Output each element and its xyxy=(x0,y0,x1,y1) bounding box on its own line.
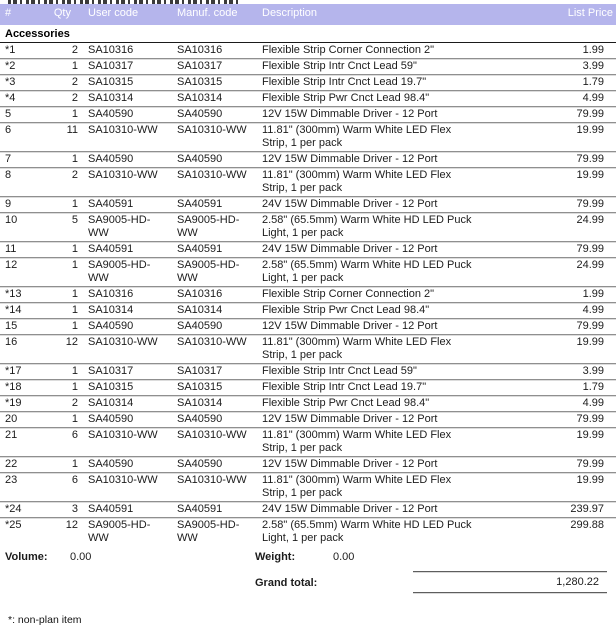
item-user-code: SA40590 xyxy=(78,412,167,428)
item-qty: 1 xyxy=(48,364,78,380)
item-user-code: SA40590 xyxy=(78,152,167,168)
grand-total-label: Grand total: xyxy=(255,577,318,589)
column-header-qty: Qty xyxy=(48,4,78,25)
item-manuf-code: SA10316 xyxy=(177,44,223,56)
item-manuf-code: SA40590 xyxy=(167,152,252,168)
item-user-code: SA10314 xyxy=(78,396,167,412)
item-description: 11.81" (300mm) Warm White LED Flex Strip, 1 per pack xyxy=(252,168,486,197)
item-description: 11.81" (300mm) Warm White LED Flex Strip, 1 per pack xyxy=(252,123,486,152)
item-number: *24 xyxy=(0,502,48,518)
item-manuf-code: SA10317 xyxy=(167,59,252,75)
item-description: 11.81" (300mm) Warm White LED Flex Strip, 1 per pack xyxy=(252,428,486,457)
item-price: 19.99 xyxy=(486,123,616,152)
table-row xyxy=(0,242,616,258)
volume-weight-row xyxy=(0,551,616,566)
section-header-accessories: Accessories xyxy=(0,25,616,43)
item-number: *17 xyxy=(0,364,48,380)
item-manuf-code: SA40591 xyxy=(167,197,252,213)
item-user-code: SA40590 xyxy=(78,457,167,473)
item-number: 6 xyxy=(0,123,48,152)
item-description: 2.58" (65.5mm) Warm White HD LED Puck Light, 1 per pack xyxy=(252,518,486,547)
item-number: 5 xyxy=(0,107,48,123)
item-number: *3 xyxy=(0,75,48,91)
item-qty: 6 xyxy=(48,473,78,502)
item-number: 23 xyxy=(0,473,48,502)
item-description: Flexible Strip Intr Cnct Lead 19.7" xyxy=(252,75,486,91)
item-qty: 1 xyxy=(48,152,78,168)
items-tbody xyxy=(0,43,616,547)
table-row xyxy=(0,213,616,242)
item-description: 12V 15W Dimmable Driver - 12 Port xyxy=(252,412,486,428)
item-number: 22 xyxy=(0,457,48,473)
volume-value: 0.00 xyxy=(70,551,92,563)
item-price: 24.99 xyxy=(486,213,616,242)
item-number: 10 xyxy=(0,213,48,242)
table-row xyxy=(0,319,616,335)
item-description: 11.81" (300mm) Warm White LED Flex Strip, 1 per pack xyxy=(252,473,486,502)
item-manuf-code: SA10314 xyxy=(167,91,252,107)
item-description: 11.81" (300mm) Warm White LED Flex Strip, 1 per pack xyxy=(252,335,486,364)
item-description: Flexible Strip Intr Cnct Lead 59" xyxy=(252,59,486,75)
item-user-code: SA10314 xyxy=(78,303,167,319)
table-row xyxy=(0,428,616,457)
item-qty: 2 xyxy=(48,91,78,107)
item-description: Flexible Strip Pwr Cnct Lead 98.4" xyxy=(252,91,486,107)
table-row xyxy=(0,59,616,75)
table-row xyxy=(0,107,616,123)
item-number: *14 xyxy=(0,303,48,319)
grand-total-row xyxy=(0,571,616,597)
item-description: Flexible Strip Intr Cnct Lead 19.7" xyxy=(252,380,486,396)
item-user-code: SA40590 xyxy=(78,319,167,335)
item-price: 19.99 xyxy=(486,168,616,197)
item-qty: 11 xyxy=(48,123,78,152)
column-header-list-price: List Price xyxy=(486,4,616,25)
item-price: 79.99 xyxy=(486,197,616,213)
item-qty: 1 xyxy=(48,242,78,258)
item-number: 20 xyxy=(0,412,48,428)
item-number: 9 xyxy=(0,197,48,213)
item-qty: 1 xyxy=(48,380,78,396)
item-manuf-code: SA10314 xyxy=(167,303,252,319)
item-number: *25 xyxy=(0,518,48,547)
item-number: *18 xyxy=(0,380,48,396)
item-manuf-code: SA40590 xyxy=(167,457,252,473)
item-price: 79.99 xyxy=(486,242,616,258)
item-manuf-code: SA10316 xyxy=(167,287,252,303)
item-user-code: SA40591 xyxy=(78,197,167,213)
item-user-code: SA40590 xyxy=(78,107,167,123)
item-description: Flexible Strip Pwr Cnct Lead 98.4" xyxy=(252,396,486,412)
item-description: Flexible Strip Intr Cnct Lead 59" xyxy=(252,364,486,380)
table-row xyxy=(0,197,616,213)
table-row xyxy=(0,396,616,412)
item-number: 21 xyxy=(0,428,48,457)
item-description: Flexible Strip Corner Connection 2" xyxy=(252,287,486,303)
item-user-code: SA10315 xyxy=(78,75,167,91)
non-plan-item-footnote: *: non-plan item xyxy=(8,614,82,626)
item-qty: 1 xyxy=(48,197,78,213)
table-row xyxy=(0,75,616,91)
item-manuf-code: SA9005-HD-WW xyxy=(167,258,252,287)
item-user-code: SA10310-WW xyxy=(78,473,167,502)
grand-total-value: 1,280.22 xyxy=(413,571,607,593)
item-price: 19.99 xyxy=(486,428,616,457)
table-row xyxy=(0,473,616,502)
table-row xyxy=(0,287,616,303)
item-user-code: SA10310-WW xyxy=(78,335,167,364)
item-user-code: SA10310-WW xyxy=(78,428,167,457)
item-qty: 1 xyxy=(48,412,78,428)
table-row xyxy=(0,91,616,107)
item-manuf-code: SA10310-WW xyxy=(167,473,252,502)
item-manuf-code: SA10314 xyxy=(167,396,252,412)
item-price: 1.79 xyxy=(486,75,616,91)
item-user-code: SA40591 xyxy=(78,242,167,258)
item-qty: 2 xyxy=(71,44,78,56)
item-qty: 2 xyxy=(48,396,78,412)
item-manuf-code: SA10310-WW xyxy=(167,168,252,197)
item-user-code: SA9005-HD-WW xyxy=(78,518,167,547)
item-user-code: SA10317 xyxy=(78,364,167,380)
item-qty: 2 xyxy=(48,168,78,197)
item-number: 7 xyxy=(0,152,48,168)
item-number: 15 xyxy=(0,319,48,335)
column-header-number: # xyxy=(0,4,48,25)
item-description: 12V 15W Dimmable Driver - 12 Port xyxy=(252,107,486,123)
item-user-code: SA10316 xyxy=(88,44,134,56)
item-manuf-code: SA10315 xyxy=(167,380,252,396)
item-price: 239.97 xyxy=(486,502,616,518)
item-description: Flexible Strip Pwr Cnct Lead 98.4" xyxy=(252,303,486,319)
item-manuf-code: SA40591 xyxy=(167,242,252,258)
item-user-code: SA10310-WW xyxy=(78,168,167,197)
column-header-manuf-code: Manuf. code xyxy=(167,4,252,25)
item-manuf-code: SA9005-HD-WW xyxy=(167,518,252,547)
table-row xyxy=(0,123,616,152)
item-user-code: SA10310-WW xyxy=(78,123,167,152)
item-price: 79.99 xyxy=(486,319,616,335)
item-manuf-code: SA40591 xyxy=(167,502,252,518)
item-description: 12V 15W Dimmable Driver - 12 Port xyxy=(252,319,486,335)
item-qty: 1 xyxy=(48,287,78,303)
item-manuf-code: SA10310-WW xyxy=(167,335,252,364)
item-manuf-code: SA40590 xyxy=(167,107,252,123)
item-description: 12V 15W Dimmable Driver - 12 Port xyxy=(252,152,486,168)
table-row xyxy=(0,258,616,287)
item-user-code: SA10315 xyxy=(78,380,167,396)
item-price: 299.88 xyxy=(486,518,616,547)
item-qty: 12 xyxy=(48,518,78,547)
item-qty: 1 xyxy=(48,258,78,287)
item-manuf-code: SA40590 xyxy=(167,319,252,335)
item-price: 4.99 xyxy=(486,303,616,319)
weight-label: Weight: xyxy=(255,551,296,563)
item-manuf-code: SA10317 xyxy=(167,364,252,380)
item-qty: 2 xyxy=(48,75,78,91)
item-number: 8 xyxy=(0,168,48,197)
item-number: *4 xyxy=(0,91,48,107)
item-manuf-code: SA10315 xyxy=(167,75,252,91)
table-header xyxy=(0,4,616,25)
item-qty: 5 xyxy=(48,213,78,242)
item-user-code: SA40591 xyxy=(78,502,167,518)
table-row xyxy=(0,412,616,428)
item-price: 3.99 xyxy=(486,364,616,380)
table-row xyxy=(0,380,616,396)
item-price: 19.99 xyxy=(486,335,616,364)
item-description: 2.58" (65.5mm) Warm White HD LED Puck Light, 1 per pack xyxy=(252,213,486,242)
item-number: 16 xyxy=(0,335,48,364)
item-description: 24V 15W Dimmable Driver - 12 Port xyxy=(252,197,486,213)
item-price: 79.99 xyxy=(486,152,616,168)
item-description: 12V 15W Dimmable Driver - 12 Port xyxy=(252,457,486,473)
item-description: 2.58" (65.5mm) Warm White HD LED Puck Light, 1 per pack xyxy=(252,258,486,287)
item-qty: 1 xyxy=(48,457,78,473)
item-manuf-code: SA9005-HD-WW xyxy=(167,213,252,242)
item-price: 1.79 xyxy=(486,380,616,396)
item-description: 24V 15W Dimmable Driver - 12 Port xyxy=(252,242,486,258)
item-qty: 1 xyxy=(48,319,78,335)
item-qty: 12 xyxy=(48,335,78,364)
item-user-code: SA9005-HD-WW xyxy=(78,258,167,287)
item-manuf-code: SA10310-WW xyxy=(167,428,252,457)
item-price: 24.99 xyxy=(486,258,616,287)
item-user-code: SA9005-HD-WW xyxy=(78,213,167,242)
item-number: *2 xyxy=(0,59,48,75)
table-row xyxy=(0,457,616,473)
item-price: 3.99 xyxy=(486,59,616,75)
table-row xyxy=(0,303,616,319)
item-qty: 1 xyxy=(48,59,78,75)
table-row xyxy=(0,168,616,197)
item-price: 79.99 xyxy=(486,412,616,428)
item-number: 11 xyxy=(0,242,48,258)
table-row xyxy=(0,364,616,380)
item-price: 79.99 xyxy=(486,457,616,473)
table-row xyxy=(0,502,616,518)
item-user-code: SA10317 xyxy=(78,59,167,75)
item-price: 4.99 xyxy=(486,396,616,412)
item-qty: 6 xyxy=(48,428,78,457)
weight-value: 0.00 xyxy=(333,551,355,563)
item-number: *19 xyxy=(0,396,48,412)
table-row xyxy=(0,152,616,168)
item-number: *1 xyxy=(5,44,16,56)
table-row xyxy=(0,518,616,547)
column-header-description: Description xyxy=(252,4,486,25)
items-table xyxy=(0,4,616,546)
item-price: 79.99 xyxy=(486,107,616,123)
item-qty: 1 xyxy=(48,107,78,123)
item-price: 1.99 xyxy=(486,287,616,303)
item-qty: 1 xyxy=(48,303,78,319)
item-description: 24V 15W Dimmable Driver - 12 Port xyxy=(252,502,486,518)
item-user-code: SA10314 xyxy=(78,91,167,107)
item-number: 12 xyxy=(0,258,48,287)
item-qty: 3 xyxy=(48,502,78,518)
volume-label: Volume: xyxy=(5,551,48,563)
item-number: *13 xyxy=(0,287,48,303)
table-row xyxy=(0,335,616,364)
item-description: Flexible Strip Corner Connection 2" xyxy=(262,44,435,56)
item-manuf-code: SA40590 xyxy=(167,412,252,428)
item-price: 1.99 xyxy=(582,44,604,56)
item-user-code: SA10316 xyxy=(78,287,167,303)
column-header-user-code: User code xyxy=(78,4,167,25)
item-price: 4.99 xyxy=(486,91,616,107)
item-manuf-code: SA10310-WW xyxy=(167,123,252,152)
item-price: 19.99 xyxy=(486,473,616,502)
table-row xyxy=(0,43,616,59)
